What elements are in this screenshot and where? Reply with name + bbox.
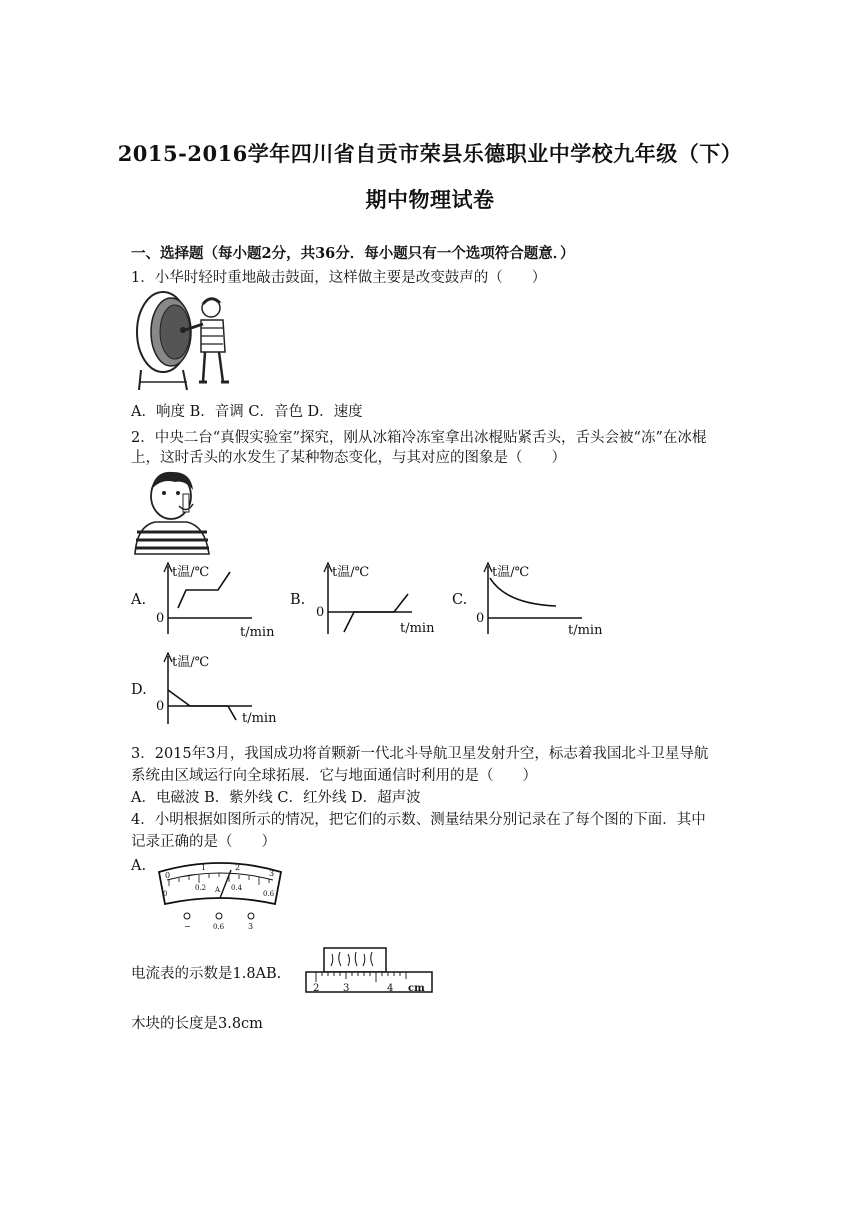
graph-c-xlabel: t/min — [568, 623, 603, 638]
ammeter-unit: A — [215, 886, 221, 894]
ruler-tick-3: 3 — [343, 983, 350, 994]
graph-a — [152, 560, 287, 640]
question-4-text-line1: 4．小明根据如图所示的情况，把它们的示数、测量结果分别记录在了每个图的下面．其中 — [131, 812, 706, 828]
ruler-tick-2: 2 — [313, 983, 320, 994]
ammeter-illustration — [155, 858, 285, 930]
graph-d-ylabel: t温/℃ — [172, 655, 210, 670]
graph-d-xlabel: t/min — [242, 711, 277, 726]
graph-a-xlabel: t/min — [240, 625, 275, 640]
q4-caption-b: 木块的长度是3.8cm — [131, 1016, 263, 1032]
graph-b-xlabel: t/min — [400, 621, 435, 636]
graph-b — [312, 560, 447, 640]
question-2-text-line1: 2．中央二台“真假实验室”探究，刚从冰箱冷冻室拿出冰棍贴紧舌头，舌头会被“冻”在冰棍 — [131, 430, 707, 446]
page-subtitle: 期中物理试卷 — [365, 187, 495, 212]
q4-caption-a — [131, 962, 281, 983]
question-3-text-line1: 3．2015年3月，我国成功将首颗新一代北斗导航卫星发射升空，标志着我国北斗卫星导航 — [131, 746, 709, 762]
ruler-tick-4: 4 — [387, 983, 394, 994]
question-1-options: A．响度 B．音调 C．音色 D．速度 — [131, 404, 363, 420]
question-3-options: A．电磁波 B．紫外线 C．红外线 D．超声波 — [131, 790, 421, 806]
ruler-unit: cm — [408, 983, 425, 994]
terminal-3: 3 — [248, 922, 254, 930]
ammeter-top-1: 1 — [201, 863, 207, 872]
q4-option-b-label: B. — [266, 966, 282, 982]
ammeter-bottom-0: 0 — [163, 890, 168, 898]
terminal-0-6: 0.6 — [213, 923, 225, 930]
drum-illustration — [131, 290, 241, 392]
ammeter-top-2: 2 — [235, 863, 241, 872]
page-title: 2015-2016学年四川省自贡市荣县乐德职业中学校九年级（下） — [117, 141, 743, 166]
q4-option-a-label: A. — [131, 858, 147, 874]
question-3-text-line2: 系统由区域运行向全球拓展．它与地面通信时利用的是（ ） — [131, 768, 537, 784]
graph-c-origin: 0 — [476, 611, 485, 626]
ruler-illustration — [298, 944, 438, 998]
question-4-text-line2: 记录正确的是（ ） — [131, 834, 276, 850]
boy-licking-ice-illustration — [131, 468, 213, 556]
graph-b-ylabel: t温/℃ — [332, 565, 370, 580]
ammeter-bottom-4: 0.6 — [263, 890, 275, 898]
ammeter-top-0: 0 — [165, 871, 171, 880]
section-heading: 一、选择题（每小题2分，共36分．每小题只有一个选项符合题意．） — [131, 245, 575, 262]
option-a-label: A. — [131, 592, 147, 608]
terminal-negative: − — [184, 922, 191, 930]
option-b-label: B. — [290, 592, 306, 608]
graph-d-origin: 0 — [156, 699, 165, 714]
question-1-text: 1．小华时轻时重地敲击鼓面，这样做主要是改变鼓声的（ ） — [131, 270, 547, 286]
graph-b-origin: 0 — [316, 605, 325, 620]
option-c-label: C. — [452, 592, 468, 608]
graph-c-ylabel: t温/℃ — [492, 565, 530, 580]
ammeter-top-3: 3 — [269, 869, 275, 878]
graph-a-ylabel: t温/℃ — [172, 565, 210, 580]
graph-c — [472, 560, 612, 640]
graph-a-origin: 0 — [156, 611, 165, 626]
ammeter-bottom-3: 0.4 — [231, 884, 243, 892]
q4-caption-a-text: 电流表的示数是1.8A — [131, 966, 267, 982]
question-2-text-line2: 上，这时舌头的水发生了某种物态变化，与其对应的图象是（ ） — [131, 450, 566, 466]
option-d-label: D. — [131, 682, 147, 698]
graph-d — [152, 650, 287, 730]
ammeter-bottom-1: 0.2 — [195, 884, 207, 892]
